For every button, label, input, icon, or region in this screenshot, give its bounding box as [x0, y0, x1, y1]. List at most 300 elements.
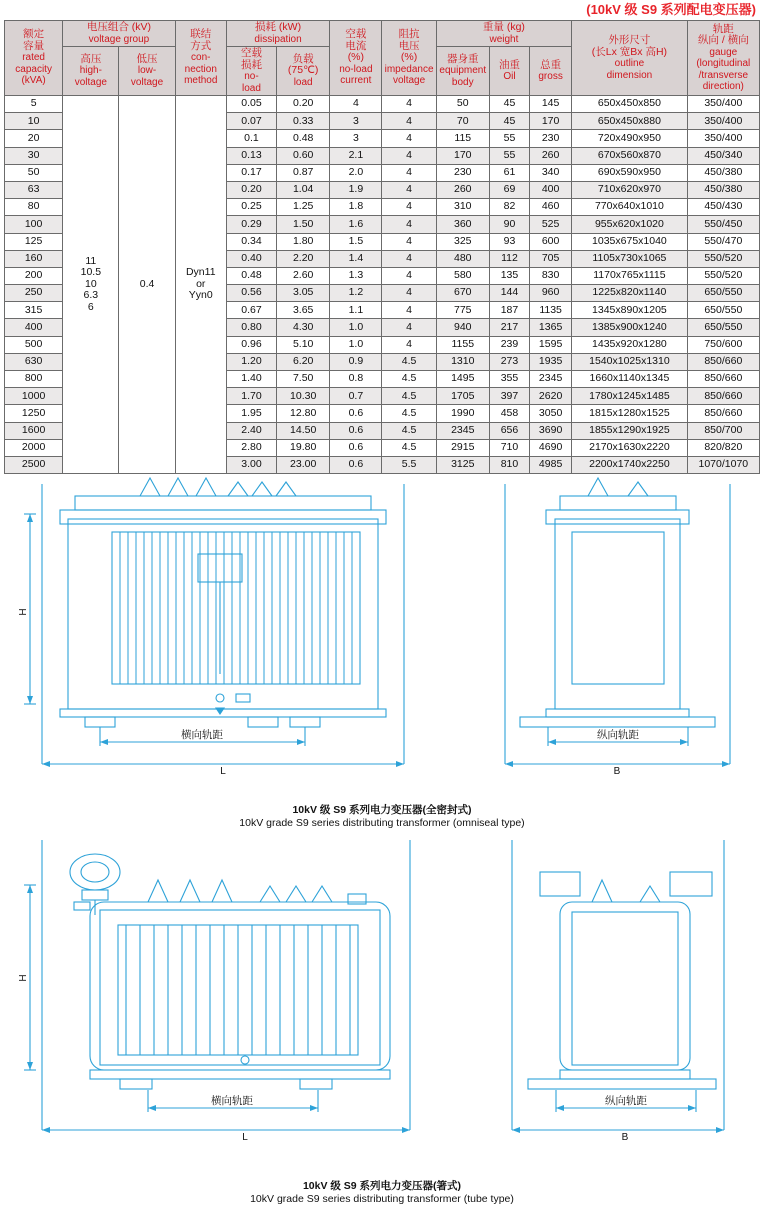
th-ll-cn2: (75℃) — [287, 64, 319, 77]
cell-outline-dimension: 650x450x880 — [572, 113, 687, 130]
th-gauge-cn2: 纵向 / 横向 — [697, 34, 749, 46]
connection-value: or — [196, 277, 206, 290]
cell-oil: 135 — [489, 267, 529, 284]
th-voltage-group-en: voltage group — [88, 33, 150, 45]
th-nlc-cn3: (%) — [347, 51, 365, 64]
cell-gauge: 650/550 — [687, 302, 759, 319]
figure-tubetype — [0, 830, 764, 1206]
th-body-cn: 器身重 — [447, 52, 479, 65]
cell-no-load-current: 1.2 — [330, 285, 382, 302]
th-weight — [436, 21, 572, 47]
cell-impedance-voltage: 4 — [382, 233, 436, 250]
cell-equipment-body: 3125 — [436, 456, 489, 473]
cell-rated-capacity: 1000 — [5, 388, 63, 405]
cell-no-load-current: 1.0 — [330, 319, 382, 336]
cell-load-loss: 3.05 — [277, 285, 330, 302]
cell-no-load-loss: 0.34 — [226, 233, 276, 250]
th-nll-en2: load — [242, 82, 261, 94]
cell-no-load-loss: 0.67 — [226, 302, 276, 319]
cell-gauge: 350/400 — [687, 130, 759, 147]
fig1-caption-cn: 10kV 级 S9 系列电力变压器(全密封式) — [292, 804, 472, 817]
th-nlc-cn2: 电流 — [345, 39, 367, 52]
cell-equipment-body: 775 — [436, 302, 489, 319]
th-dim-en1: outline — [614, 58, 645, 69]
cell-no-load-loss: 0.48 — [226, 267, 276, 284]
cell-gauge: 650/550 — [687, 285, 759, 302]
cell-no-load-current: 1.4 — [330, 250, 382, 267]
cell-no-load-current: 1.0 — [330, 336, 382, 353]
th-ll-cn1: 负载 — [292, 52, 314, 65]
th-hv-en2: voltage — [74, 76, 107, 88]
th-connection-en1: con- — [191, 52, 211, 64]
cell-gauge: 850/700 — [687, 422, 759, 439]
cell-gauge: 450/340 — [687, 147, 759, 164]
cell-oil: 90 — [489, 216, 529, 233]
cell-no-load-loss: 0.29 — [226, 216, 276, 233]
cell-gross: 1365 — [530, 319, 572, 336]
fig1-label-b: B — [613, 766, 621, 778]
high-voltage-value: 10.5 — [80, 266, 102, 279]
cell-impedance-voltage: 4 — [382, 113, 436, 130]
cell-impedance-voltage: 4.5 — [382, 371, 436, 388]
cell-no-load-current: 2.0 — [330, 164, 382, 181]
th-gauge — [687, 21, 759, 96]
cell-rated-capacity: 200 — [5, 267, 63, 284]
th-nlc-en2: current — [340, 75, 372, 87]
cell-oil: 397 — [489, 388, 529, 405]
th-dim-en2: dimension — [606, 69, 653, 81]
th-oil-en: Oil — [503, 71, 516, 82]
cell-no-load-loss: 1.20 — [226, 353, 276, 370]
th-low-voltage — [119, 47, 175, 96]
cell-impedance-voltage: 4 — [382, 250, 436, 267]
cell-gross: 4690 — [530, 439, 572, 456]
fig1-caption-en: 10kV grade S9 series distributing transformer (omniseal type) — [239, 817, 525, 830]
cell-rated-capacity: 125 — [5, 233, 63, 250]
cell-rated-capacity: 2500 — [5, 456, 63, 473]
cell-rated-capacity: 250 — [5, 285, 63, 302]
cell-load-loss: 23.00 — [277, 456, 330, 473]
cell-rated-capacity: 63 — [5, 181, 63, 198]
cell-no-load-loss: 1.40 — [226, 371, 276, 388]
cell-gauge: 750/600 — [687, 336, 759, 353]
cell-oil: 810 — [489, 456, 529, 473]
cell-gross: 2345 — [530, 371, 572, 388]
th-gauge-cn1: 轨距 — [712, 22, 734, 35]
cell-outline-dimension: 1815x1280x1525 — [572, 405, 687, 422]
cell-equipment-body: 670 — [436, 285, 489, 302]
th-rated-capacity-cn2: 容量 — [23, 39, 45, 52]
cell-rated-capacity: 30 — [5, 147, 63, 164]
th-no-load-current — [330, 21, 382, 96]
cell-outline-dimension: 1345x890x1205 — [572, 302, 687, 319]
cell-oil: 144 — [489, 285, 529, 302]
cell-gross: 260 — [530, 147, 572, 164]
cell-impedance-voltage: 4.5 — [382, 353, 436, 370]
cell-no-load-loss: 0.25 — [226, 199, 276, 216]
figure-tubetype-caption — [0, 1180, 764, 1206]
cell-load-loss: 5.10 — [277, 336, 330, 353]
cell-impedance-voltage: 4 — [382, 267, 436, 284]
cell-oil: 55 — [489, 130, 529, 147]
fig1-front-gauge-label: 横向轨距 — [181, 729, 223, 742]
th-rated-capacity — [5, 21, 63, 96]
th-nll-cn1: 空载 — [240, 47, 262, 59]
th-nlc-en1: no-load — [339, 63, 373, 75]
cell-impedance-voltage: 4 — [382, 199, 436, 216]
cell-outline-dimension: 1035x675x1040 — [572, 233, 687, 250]
th-lv-en1: low- — [137, 65, 157, 77]
cell-load-loss: 0.20 — [277, 96, 330, 113]
cell-impedance-voltage: 4.5 — [382, 388, 436, 405]
cell-load-loss: 0.33 — [277, 113, 330, 130]
th-imp-en2: voltage — [392, 75, 426, 87]
cell-rated-capacity: 5 — [5, 96, 63, 113]
th-gauge-en2: (longitudinal — [696, 58, 751, 69]
cell-no-load-loss: 0.20 — [226, 181, 276, 198]
cell-gross: 3690 — [530, 422, 572, 439]
cell-gauge: 850/660 — [687, 388, 759, 405]
cell-outline-dimension: 770x640x1010 — [572, 199, 687, 216]
cell-no-load-current: 0.9 — [330, 353, 382, 370]
cell-oil: 710 — [489, 439, 529, 456]
cell-impedance-voltage: 4.5 — [382, 422, 436, 439]
cell-no-load-loss: 3.00 — [226, 456, 276, 473]
cell-gauge: 550/520 — [687, 267, 759, 284]
cell-load-loss: 1.80 — [277, 233, 330, 250]
cell-no-load-loss: 1.95 — [226, 405, 276, 422]
cell-outline-dimension: 710x620x970 — [572, 181, 687, 198]
cell-no-load-current: 1.1 — [330, 302, 382, 319]
fig1-label-h: H — [18, 608, 29, 616]
cell-oil: 82 — [489, 199, 529, 216]
cell-load-loss: 2.60 — [277, 267, 330, 284]
figure-omniseal-drawing — [0, 474, 764, 804]
cell-no-load-loss: 2.40 — [226, 422, 276, 439]
cell-no-load-current: 1.5 — [330, 233, 382, 250]
figure-omniseal-caption — [0, 804, 764, 830]
cell-no-load-current: 0.8 — [330, 371, 382, 388]
cell-rated-capacity: 315 — [5, 302, 63, 319]
cell-load-loss: 7.50 — [277, 371, 330, 388]
cell-load-loss: 0.87 — [277, 164, 330, 181]
cell-load-loss: 1.25 — [277, 199, 330, 216]
cell-outline-dimension: 1225x820x1140 — [572, 285, 687, 302]
cell-equipment-body: 310 — [436, 199, 489, 216]
cell-outline-dimension: 1780x1245x1485 — [572, 388, 687, 405]
cell-outline-dimension: 1855x1290x1925 — [572, 422, 687, 439]
cell-outline-dimension: 1540x1025x1310 — [572, 353, 687, 370]
th-rated-capacity-en1: rated — [22, 52, 45, 64]
page-title: (10kV 级 S9 系列配电变压器) — [586, 2, 756, 17]
th-imp-cn2: 电压 — [398, 39, 420, 52]
cell-equipment-body: 260 — [436, 181, 489, 198]
cell-rated-capacity: 2000 — [5, 439, 63, 456]
cell-rated-capacity: 80 — [5, 199, 63, 216]
cell-rated-capacity: 800 — [5, 371, 63, 388]
high-voltage-value: 6.3 — [83, 289, 99, 302]
cell-gross: 4985 — [530, 456, 572, 473]
cell-outline-dimension: 1170x765x1115 — [572, 267, 687, 284]
th-ll-en1: load — [293, 76, 313, 88]
cell-equipment-body: 1705 — [436, 388, 489, 405]
cell-no-load-current: 3 — [330, 113, 382, 130]
cell-no-load-current: 2.1 — [330, 147, 382, 164]
cell-gauge: 350/400 — [687, 96, 759, 113]
cell-impedance-voltage: 4 — [382, 181, 436, 198]
th-rated-capacity-en2: capacity — [15, 63, 52, 75]
fig2-label-l: L — [242, 1132, 248, 1144]
cell-outline-dimension: 670x560x870 — [572, 147, 687, 164]
th-gross — [530, 47, 572, 96]
th-dissipation — [226, 21, 329, 47]
figure-omniseal — [0, 474, 764, 830]
cell-gauge: 350/400 — [687, 113, 759, 130]
cell-oil: 217 — [489, 319, 529, 336]
cell-oil: 355 — [489, 371, 529, 388]
cell-impedance-voltage: 4 — [382, 216, 436, 233]
th-imp-cn3: (%) — [400, 51, 418, 64]
cell-oil: 458 — [489, 405, 529, 422]
th-dissipation-cn: 损耗 (kW) — [255, 21, 302, 33]
cell-oil: 55 — [489, 147, 529, 164]
cell-gross: 1935 — [530, 353, 572, 370]
fig1-label-l: L — [220, 766, 226, 778]
cell-no-load-loss: 0.96 — [226, 336, 276, 353]
cell-gross: 960 — [530, 285, 572, 302]
th-equipment-body — [436, 47, 489, 96]
th-lv-cn: 低压 — [136, 52, 158, 65]
cell-no-load-loss: 1.70 — [226, 388, 276, 405]
fig2-label-b: B — [621, 1132, 629, 1144]
cell-gauge: 450/430 — [687, 199, 759, 216]
cell-outline-dimension: 1660x1140x1345 — [572, 371, 687, 388]
cell-impedance-voltage: 4.5 — [382, 439, 436, 456]
cell-gross: 230 — [530, 130, 572, 147]
th-dim-cn1: 外形尺寸 — [608, 34, 651, 46]
cell-no-load-current: 4 — [330, 96, 382, 113]
cell-oil: 112 — [489, 250, 529, 267]
cell-gauge: 450/380 — [687, 181, 759, 198]
cell-gauge: 850/660 — [687, 405, 759, 422]
cell-gauge: 450/380 — [687, 164, 759, 181]
specification-table — [4, 20, 760, 474]
cell-rated-capacity: 1250 — [5, 405, 63, 422]
cell-gross: 525 — [530, 216, 572, 233]
cell-rated-capacity: 50 — [5, 164, 63, 181]
cell-equipment-body: 115 — [436, 130, 489, 147]
th-hv-cn: 高压 — [80, 52, 102, 65]
cell-gross: 145 — [530, 96, 572, 113]
cell-no-load-loss: 0.05 — [226, 96, 276, 113]
th-gauge-en1: gauge — [709, 46, 738, 58]
cell-outline-dimension: 2170x1630x2220 — [572, 439, 687, 456]
cell-equipment-body: 940 — [436, 319, 489, 336]
th-voltage-group — [63, 21, 175, 47]
cell-outline-dimension: 955x620x1020 — [572, 216, 687, 233]
cell-gauge: 820/820 — [687, 439, 759, 456]
cell-oil: 45 — [489, 96, 529, 113]
cell-equipment-body: 1155 — [436, 336, 489, 353]
th-no-load-loss — [226, 47, 276, 96]
cell-impedance-voltage: 4 — [382, 319, 436, 336]
th-body-en2: body — [451, 76, 474, 88]
cell-impedance-voltage: 4 — [382, 96, 436, 113]
cell-rated-capacity: 160 — [5, 250, 63, 267]
fig2-caption-en: 10kV grade S9 series distributing transformer (tube type) — [250, 1193, 514, 1206]
cell-load-loss: 19.80 — [277, 439, 330, 456]
fig1-side-gauge-label: 纵向轨距 — [597, 729, 639, 742]
cell-gross: 1135 — [530, 302, 572, 319]
high-voltage-value: 11 — [85, 254, 97, 267]
cell-rated-capacity: 1600 — [5, 422, 63, 439]
th-imp-en1: impedance — [384, 63, 434, 75]
cell-gross: 2620 — [530, 388, 572, 405]
cell-impedance-voltage: 5.5 — [382, 456, 436, 473]
cell-gross: 170 — [530, 113, 572, 130]
th-gross-en: gross — [538, 71, 563, 82]
cell-no-load-loss: 0.1 — [226, 130, 276, 147]
cell-gauge: 550/450 — [687, 216, 759, 233]
cell-gross: 460 — [530, 199, 572, 216]
cell-no-load-current: 1.9 — [330, 181, 382, 198]
cell-no-load-current: 1.8 — [330, 199, 382, 216]
cell-no-load-loss: 0.17 — [226, 164, 276, 181]
cell-no-load-current: 0.6 — [330, 422, 382, 439]
fig2-front-gauge-label: 横向轨距 — [211, 1095, 253, 1108]
high-voltage-value: 6 — [87, 300, 94, 313]
cell-no-load-current: 0.6 — [330, 456, 382, 473]
cell-rated-capacity: 500 — [5, 336, 63, 353]
cell-oil: 239 — [489, 336, 529, 353]
cell-gauge: 850/660 — [687, 353, 759, 370]
cell-load-loss: 0.48 — [277, 130, 330, 147]
cell-gauge: 850/660 — [687, 371, 759, 388]
cell-no-load-loss: 0.56 — [226, 285, 276, 302]
cell-outline-dimension: 1435x920x1280 — [572, 336, 687, 353]
cell-outline-dimension: 690x590x950 — [572, 164, 687, 181]
cell-gross: 340 — [530, 164, 572, 181]
cell-gauge: 550/470 — [687, 233, 759, 250]
cell-no-load-current: 1.3 — [330, 267, 382, 284]
cell-load-loss: 12.80 — [277, 405, 330, 422]
th-weight-en: weight — [489, 33, 519, 45]
cell-outline-dimension: 650x450x850 — [572, 96, 687, 113]
th-body-en1: equipment — [439, 65, 487, 77]
cell-rated-capacity: 100 — [5, 216, 63, 233]
cell-rated-capacity: 20 — [5, 130, 63, 147]
th-nlc-cn1: 空载 — [345, 28, 367, 41]
cell-equipment-body: 2345 — [436, 422, 489, 439]
cell-no-load-loss: 0.13 — [226, 147, 276, 164]
th-oil-cn: 油重 — [498, 58, 520, 71]
cell-impedance-voltage: 4 — [382, 302, 436, 319]
cell-load-loss: 10.30 — [277, 388, 330, 405]
cell-oil: 45 — [489, 113, 529, 130]
th-outline-dimension — [572, 21, 687, 96]
cell-equipment-body: 480 — [436, 250, 489, 267]
th-connection-cn2: 方式 — [190, 39, 212, 52]
cell-load-loss: 1.50 — [277, 216, 330, 233]
cell-oil: 93 — [489, 233, 529, 250]
th-nll-cn2: 损耗 — [240, 58, 262, 71]
cell-oil: 69 — [489, 181, 529, 198]
cell-gross: 830 — [530, 267, 572, 284]
th-lv-en2: voltage — [130, 76, 164, 88]
table-row — [5, 96, 760, 113]
table-header — [5, 21, 760, 96]
cell-gross: 600 — [530, 233, 572, 250]
cell-oil: 273 — [489, 353, 529, 370]
th-imp-cn1: 阻抗 — [398, 28, 420, 41]
cell-load-loss: 0.60 — [277, 147, 330, 164]
cell-impedance-voltage: 4 — [382, 130, 436, 147]
cell-impedance-voltage: 4 — [382, 147, 436, 164]
figure-tubetype-drawing — [0, 830, 764, 1180]
cell-gross: 3050 — [530, 405, 572, 422]
connection-value: Dyn11 — [185, 266, 216, 279]
cell-equipment-body: 2915 — [436, 439, 489, 456]
cell-low-voltage: 0.4 — [119, 96, 175, 474]
cell-outline-dimension: 720x490x950 — [572, 130, 687, 147]
cell-outline-dimension: 2200x1740x2250 — [572, 456, 687, 473]
cell-no-load-loss: 0.80 — [226, 319, 276, 336]
cell-no-load-current: 0.7 — [330, 388, 382, 405]
cell-oil: 656 — [489, 422, 529, 439]
th-rated-capacity-cn1: 额定 — [23, 28, 45, 41]
cell-no-load-loss: 2.80 — [226, 439, 276, 456]
th-connection-method — [175, 21, 226, 96]
cell-equipment-body: 1310 — [436, 353, 489, 370]
cell-gauge: 650/550 — [687, 319, 759, 336]
cell-no-load-loss: 0.40 — [226, 250, 276, 267]
cell-oil: 187 — [489, 302, 529, 319]
th-gross-cn: 总重 — [540, 58, 562, 71]
th-voltage-group-cn: 电压组合 (kV) — [86, 21, 152, 33]
cell-equipment-body: 170 — [436, 147, 489, 164]
th-oil — [489, 47, 529, 96]
cell-load-loss: 2.20 — [277, 250, 330, 267]
cell-gauge: 550/520 — [687, 250, 759, 267]
cell-equipment-body: 580 — [436, 267, 489, 284]
th-nll-en1: no- — [244, 71, 259, 82]
cell-no-load-current: 0.6 — [330, 439, 382, 456]
cell-equipment-body: 325 — [436, 233, 489, 250]
th-hv-en1: high- — [79, 65, 102, 77]
cell-connection-method — [175, 96, 226, 474]
th-dim-cn2: (长Lx 宽Bx 高H) — [591, 45, 668, 58]
cell-impedance-voltage: 4 — [382, 164, 436, 181]
th-gauge-en4: direction) — [702, 81, 744, 92]
cell-load-loss: 1.04 — [277, 181, 330, 198]
cell-equipment-body: 230 — [436, 164, 489, 181]
cell-outline-dimension: 1105x730x1065 — [572, 250, 687, 267]
cell-gross: 1595 — [530, 336, 572, 353]
th-connection-en2: nection — [184, 63, 217, 75]
cell-load-loss: 14.50 — [277, 422, 330, 439]
cell-high-voltage — [63, 96, 119, 474]
cell-rated-capacity: 630 — [5, 353, 63, 370]
cell-no-load-current: 1.6 — [330, 216, 382, 233]
cell-gross: 400 — [530, 181, 572, 198]
cell-equipment-body: 1495 — [436, 371, 489, 388]
cell-impedance-voltage: 4 — [382, 285, 436, 302]
high-voltage-value: 10 — [84, 277, 97, 290]
th-dissipation-en: dissipation — [254, 33, 302, 45]
table-body — [5, 96, 760, 474]
cell-load-loss: 4.30 — [277, 319, 330, 336]
cell-rated-capacity: 10 — [5, 113, 63, 130]
